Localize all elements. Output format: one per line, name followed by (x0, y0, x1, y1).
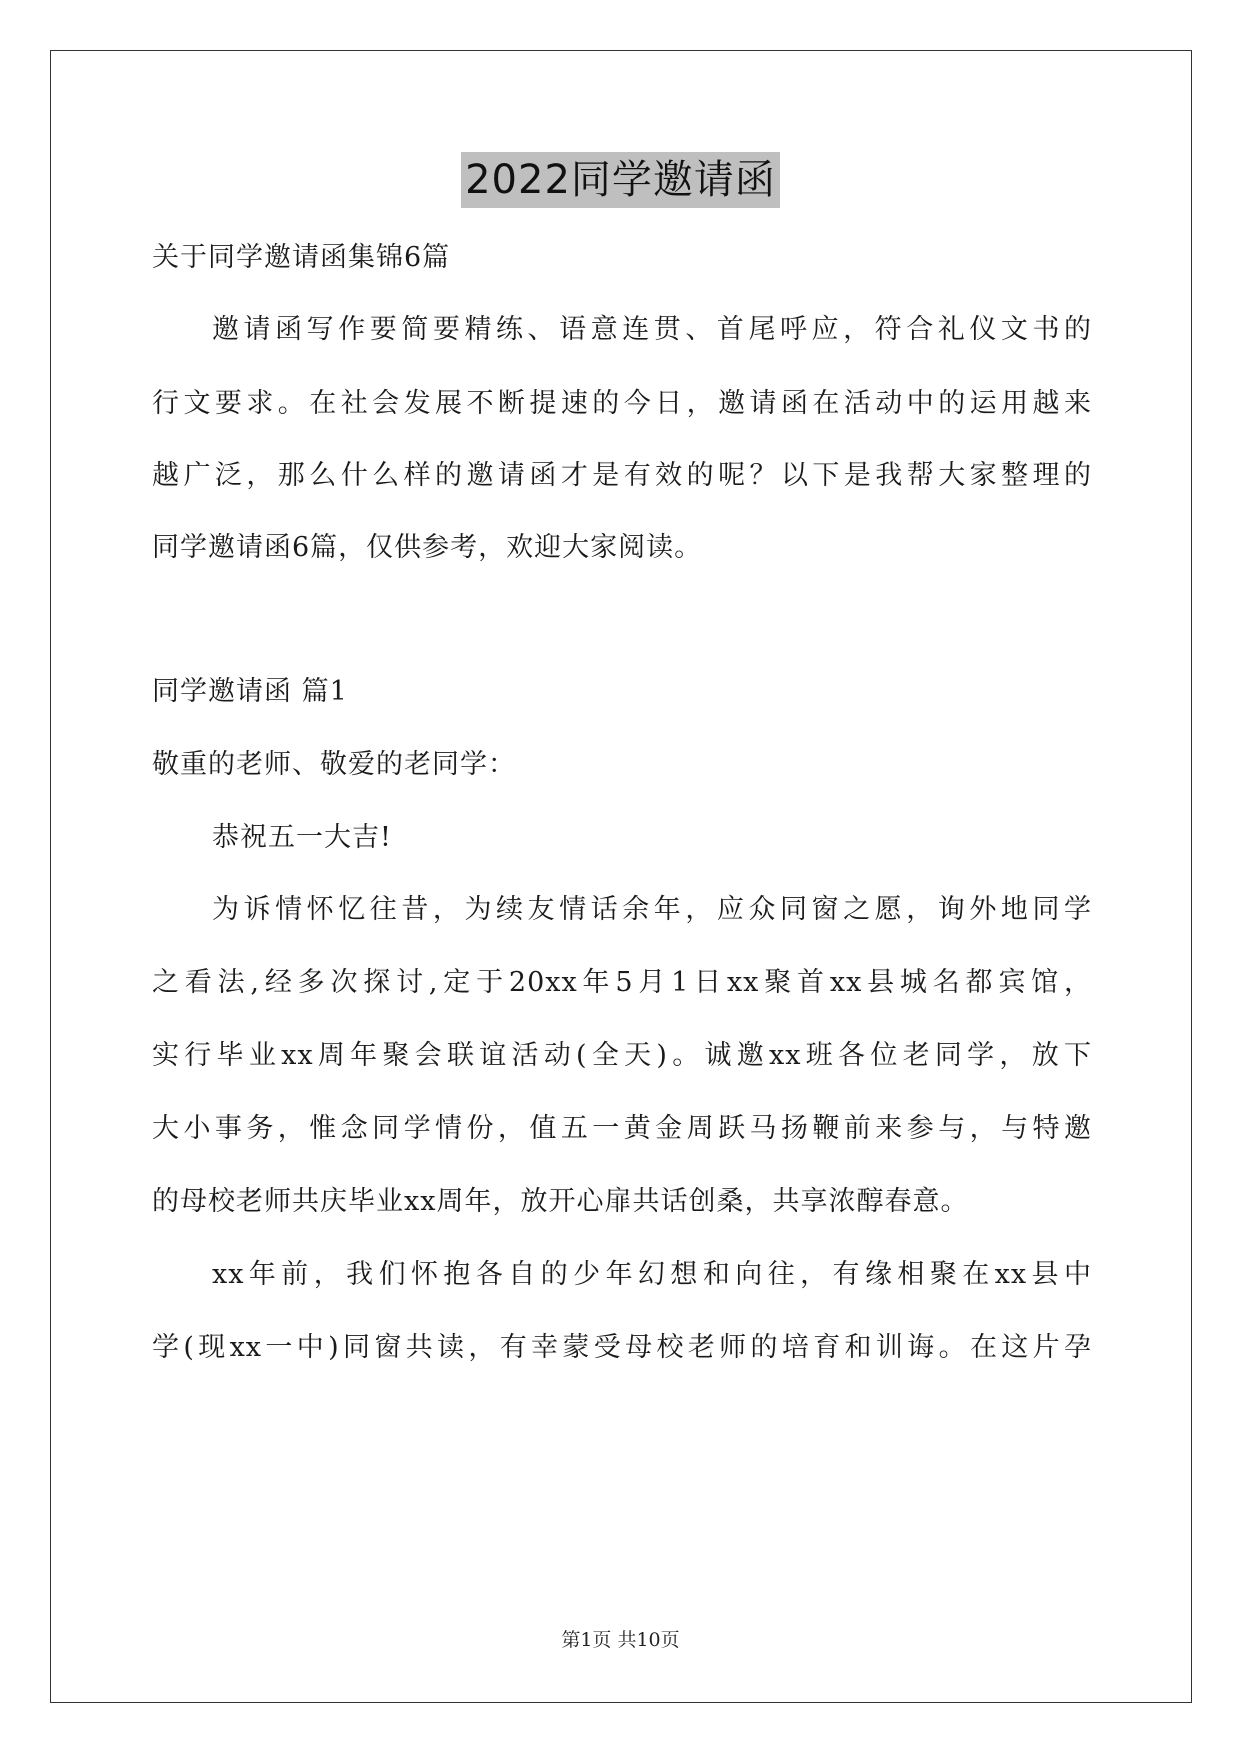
paragraph-line: 为诉情怀忆往昔，为续友情话余年，应众同窗之愿，询外地同学 (212, 894, 1092, 925)
paragraph-line: xx年前，我们怀抱各自的少年幻想和向往，有缘相聚在xx县中 (212, 1259, 1092, 1290)
document-subtitle: 关于同学邀请函集锦6篇 (152, 242, 451, 273)
intro-line: 行文要求。在社会发展不断提速的今日，邀请函在活动中的运用越来 (152, 388, 1092, 419)
paragraph-line: 大小事务，惟念同学情份，值五一黄金周跃马扬鞭前来参与，与特邀 (152, 1113, 1092, 1144)
intro-line: 邀请函写作要简要精练、语意连贯、首尾呼应，符合礼仪文书的 (212, 314, 1092, 345)
page-footer: 第1页 共10页 (561, 1629, 680, 1651)
title-container (0, 152, 1241, 208)
section-heading: 同学邀请函 篇1 (152, 676, 348, 707)
document-title: 2022同学邀请函 (461, 152, 780, 208)
paragraph-line: 之看法,经多次探讨,定于20xx年5月1日xx聚首xx县城名都宾馆， (152, 967, 1092, 998)
paragraph-line: 学(现xx一中)同窗共读，有幸蒙受母校老师的培育和训诲。在这片孕 (152, 1332, 1092, 1363)
intro-line: 同学邀请函6篇，仅供参考，欢迎大家阅读。 (152, 532, 703, 563)
greeting: 恭祝五一大吉! (212, 822, 392, 853)
salutation: 敬重的老师、敬爱的老同学： (152, 749, 516, 780)
intro-line: 越广泛，那么什么样的邀请函才是有效的呢？以下是我帮大家整理的 (152, 460, 1092, 491)
paragraph-line: 的母校老师共庆毕业xx周年，放开心扉共话创桑，共享浓醇春意。 (152, 1186, 969, 1217)
page-border (50, 50, 1192, 1703)
paragraph-line: 实行毕业xx周年聚会联谊活动(全天)。诚邀xx班各位老同学，放下 (152, 1040, 1092, 1071)
